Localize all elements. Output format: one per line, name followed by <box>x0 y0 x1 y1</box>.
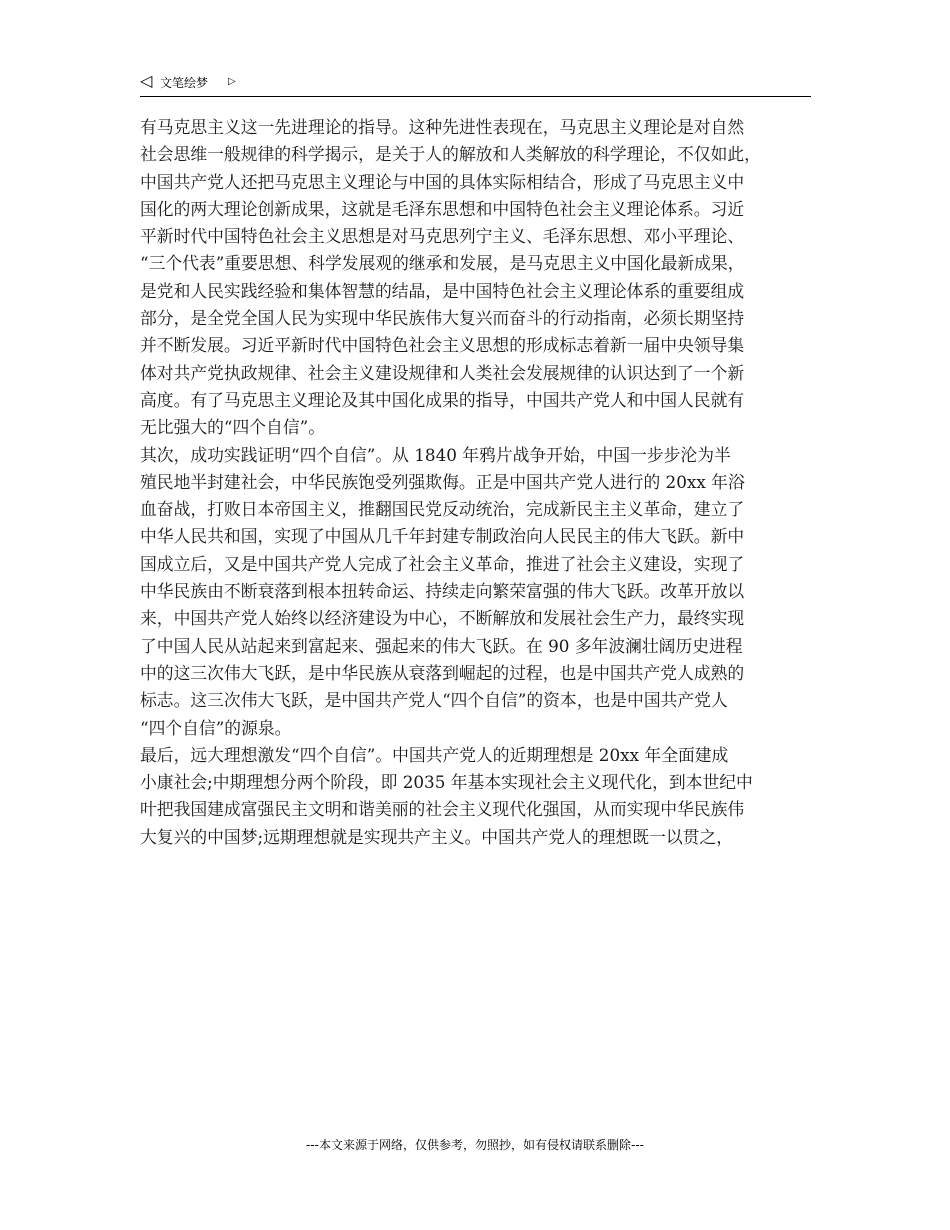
text-line: 平新时代中国特色社会主义思想是对马克思列宁主义、毛泽东思想、邓小平理论、 <box>140 226 745 247</box>
text-line: 中华人民共和国，实现了中国从几千年封建专制政治向人民民主的伟大飞跃。新中 <box>140 526 745 547</box>
text-line: 血奋战，打败日本帝国主义，推翻国民党反动统治，完成新民主主义革命，建立了 <box>140 499 745 520</box>
text-line: 国成立后，又是中国共产党人完成了社会主义革命，推进了社会主义建设，实现了 <box>140 553 745 574</box>
text-line: 其次，成功实践证明“四个自信”。从 1840 年鸦片战争开始，中国一步步沦为半 <box>140 444 731 465</box>
text-line: 并不断发展。习近平新时代中国特色社会主义思想的形成标志着新一届中央领导集 <box>140 335 745 356</box>
text-line: 中国共产党人还把马克思主义理论与中国的具体实际相结合，形成了马克思主义中 <box>140 171 745 192</box>
text-line: 最后，远大理想激发“四个自信”。中国共产党人的近期理想是 20xx 年全面建成 <box>140 744 729 765</box>
triangle-left-icon: ◁ <box>140 71 153 90</box>
text-line: 无比强大的“四个自信”。 <box>140 417 325 438</box>
text-line: 殖民地半封建社会，中华民族饱受列强欺侮。正是中国共产党人进行的 20xx 年浴 <box>140 471 745 492</box>
text-line: 叶把我国建成富强民主文明和谐美丽的社会主义现代化强国，从而实现中华民族伟 <box>140 799 745 820</box>
text-line: 体对共产党执政规律、社会主义建设规律和人类社会发展规律的认识达到了一个新 <box>140 362 745 383</box>
text-line: 了中国人民从站起来到富起来、强起来的伟大飞跃。在 90 多年波澜壮阔历史进程 <box>140 635 743 656</box>
text-line: 高度。有了马克思主义理论及其中国化成果的指导，中国共产党人和中国人民就有 <box>140 389 745 410</box>
text-line: 中的这三次伟大飞跃，是中华民族从衰落到崛起的过程，也是中国共产党人成熟的 <box>140 662 745 683</box>
text-line: 来，中国共产党人始终以经济建设为中心，不断解放和发展社会生产力，最终实现 <box>140 608 745 629</box>
text-line: 大复兴的中国梦;远期理想就是实现共产主义。中国共产党人的理想既一以贯之， <box>140 826 734 847</box>
text-line: 有马克思主义这一先进理论的指导。这种先进性表现在，马克思主义理论是对自然 <box>140 117 745 137</box>
triangle-right-icon: ▷ <box>228 76 236 87</box>
text-line: 是党和人民实践经验和集体智慧的结晶，是中国特色社会主义理论体系的重要组成 <box>140 280 745 301</box>
text-line: 社会思维一般规律的科学揭示，是关于人的解放和人类解放的科学理论，不仅如此， <box>140 144 761 165</box>
text-line: 标志。这三次伟大飞跃，是中国共产党人“四个自信”的资本，也是中国共产党人 <box>140 690 728 711</box>
page-footer: ---本文来源于网络，仅供参考，勿照抄，如有侵权请联系删除--- <box>306 1138 644 1152</box>
text-line: 国化的两大理论创新成果，这就是毛泽东思想和中国特色社会主义理论体系。习近 <box>140 198 745 219</box>
text-line: 中华民族由不断衰落到根本扭转命运、持续走向繁荣富强的伟大飞跃。改革开放以 <box>140 581 745 602</box>
page-header <box>140 72 811 97</box>
header-title: 文笔绘梦 <box>160 76 209 90</box>
text-line: 小康社会;中期理想分两个阶段，即 2035 年基本实现社会主义现代化，到本世纪中 <box>140 772 753 793</box>
text-line: “三个代表”重要思想、科学发展观的继承和发展，是马克思主义中国化最新成果， <box>140 253 745 274</box>
text-line: “四个自信”的源泉。 <box>140 717 292 738</box>
document-body <box>140 114 816 851</box>
text-line: 部分，是全党全国人民为实现中华民族伟大复兴而奋斗的行动指南，必须长期坚持 <box>140 308 745 329</box>
